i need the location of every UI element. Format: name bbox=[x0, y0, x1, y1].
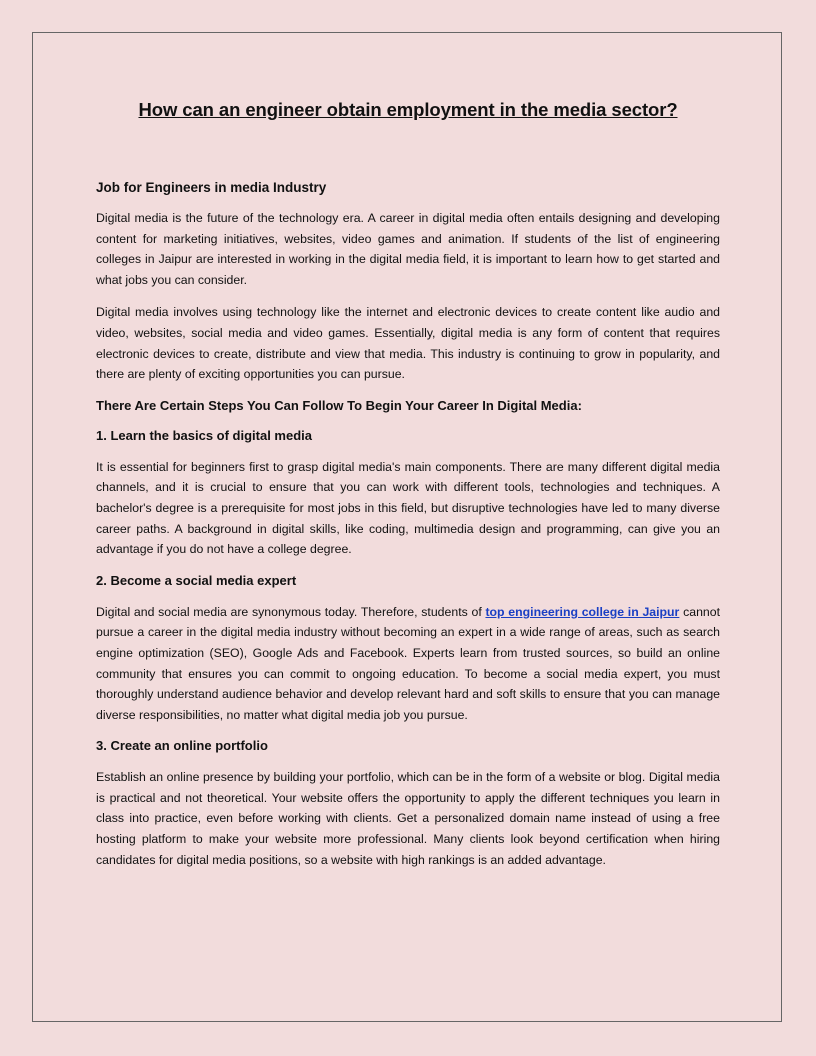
step2-heading: 2. Become a social media expert bbox=[96, 572, 297, 588]
intro-paragraph-2: Digital media involves using technology like the internet and electronic devices to create content like audio and video, websites, social media and video games. Essentially, digital media is any form of content that requires electronic devices to create, distribute and view that media. This industry is continuing to grow in popularity, and there are plenty of exciting opportunities you can pursue. bbox=[96, 305, 720, 382]
top-engineering-college-link[interactable]: top engineering college in Jaipur bbox=[485, 604, 680, 619]
step2-text-before-link: Digital and social media are synonymous today. Therefore, students of bbox=[96, 604, 486, 619]
step3-heading: 3. Create an online portfolio bbox=[96, 738, 268, 754]
intro-paragraph-1: Digital media is the future of the technology era. A career in digital media often entails designing and developing content for marketing initiatives, websites, video games and animation. If students of the list of engineering colleges in Jaipur are interested in working in the digital media field, it is important to learn how to get started and what jobs you can consider. bbox=[96, 211, 720, 287]
document-body bbox=[96, 98, 720, 882]
step1-heading: 1. Learn the basics of digital media bbox=[96, 427, 313, 443]
step2-text-after-link: cannot pursue a career in the digital media industry without becoming an expert in a wide range of areas, such as search engine optimization (SEO), Google Ads and Facebook. Experts learn from trusted sources, so build an online community that ensures you can commit to ongoing education. To become a social media expert, you must thoroughly understand audience behavior and develop relevant hard and soft skills to ensure that you can manage diverse responsibilities, no matter what digital media job you pursue. bbox=[96, 604, 720, 722]
step3-paragraph: Establish an online presence by building your portfolio, which can be in the form of a website or blog. Digital media is practical and not theoretical. Your website offers the opportunity to apply the different techniques you learn in class into practice, even before working with clients. Get a personalized domain name instead of using a free hosting platform to make your website more professional. Many clients look beyond certification when hiring candidates for digital media positions, so a website with high rankings is an added advantage. bbox=[96, 770, 720, 867]
step1-paragraph: It is essential for beginners first to grasp digital media's main components. There are many different digital media channels, and it is crucial to ensure that you can work with different tools, technologies and techniques. A bachelor's degree is a prerequisite for most jobs in this field, but disruptive technologies have led to many diverse career paths. A background in digital skills, like coding, multimedia design and programming, can give you an advantage if you do not have a college degree. bbox=[96, 459, 720, 557]
step2-paragraph bbox=[96, 602, 720, 726]
page-title: How can an engineer obtain employment in the media sector? bbox=[138, 99, 678, 120]
steps-heading: There Are Certain Steps You Can Follow To Begin Your Career In Digital Media: bbox=[96, 397, 582, 413]
section-heading: Job for Engineers in media Industry bbox=[96, 180, 327, 195]
